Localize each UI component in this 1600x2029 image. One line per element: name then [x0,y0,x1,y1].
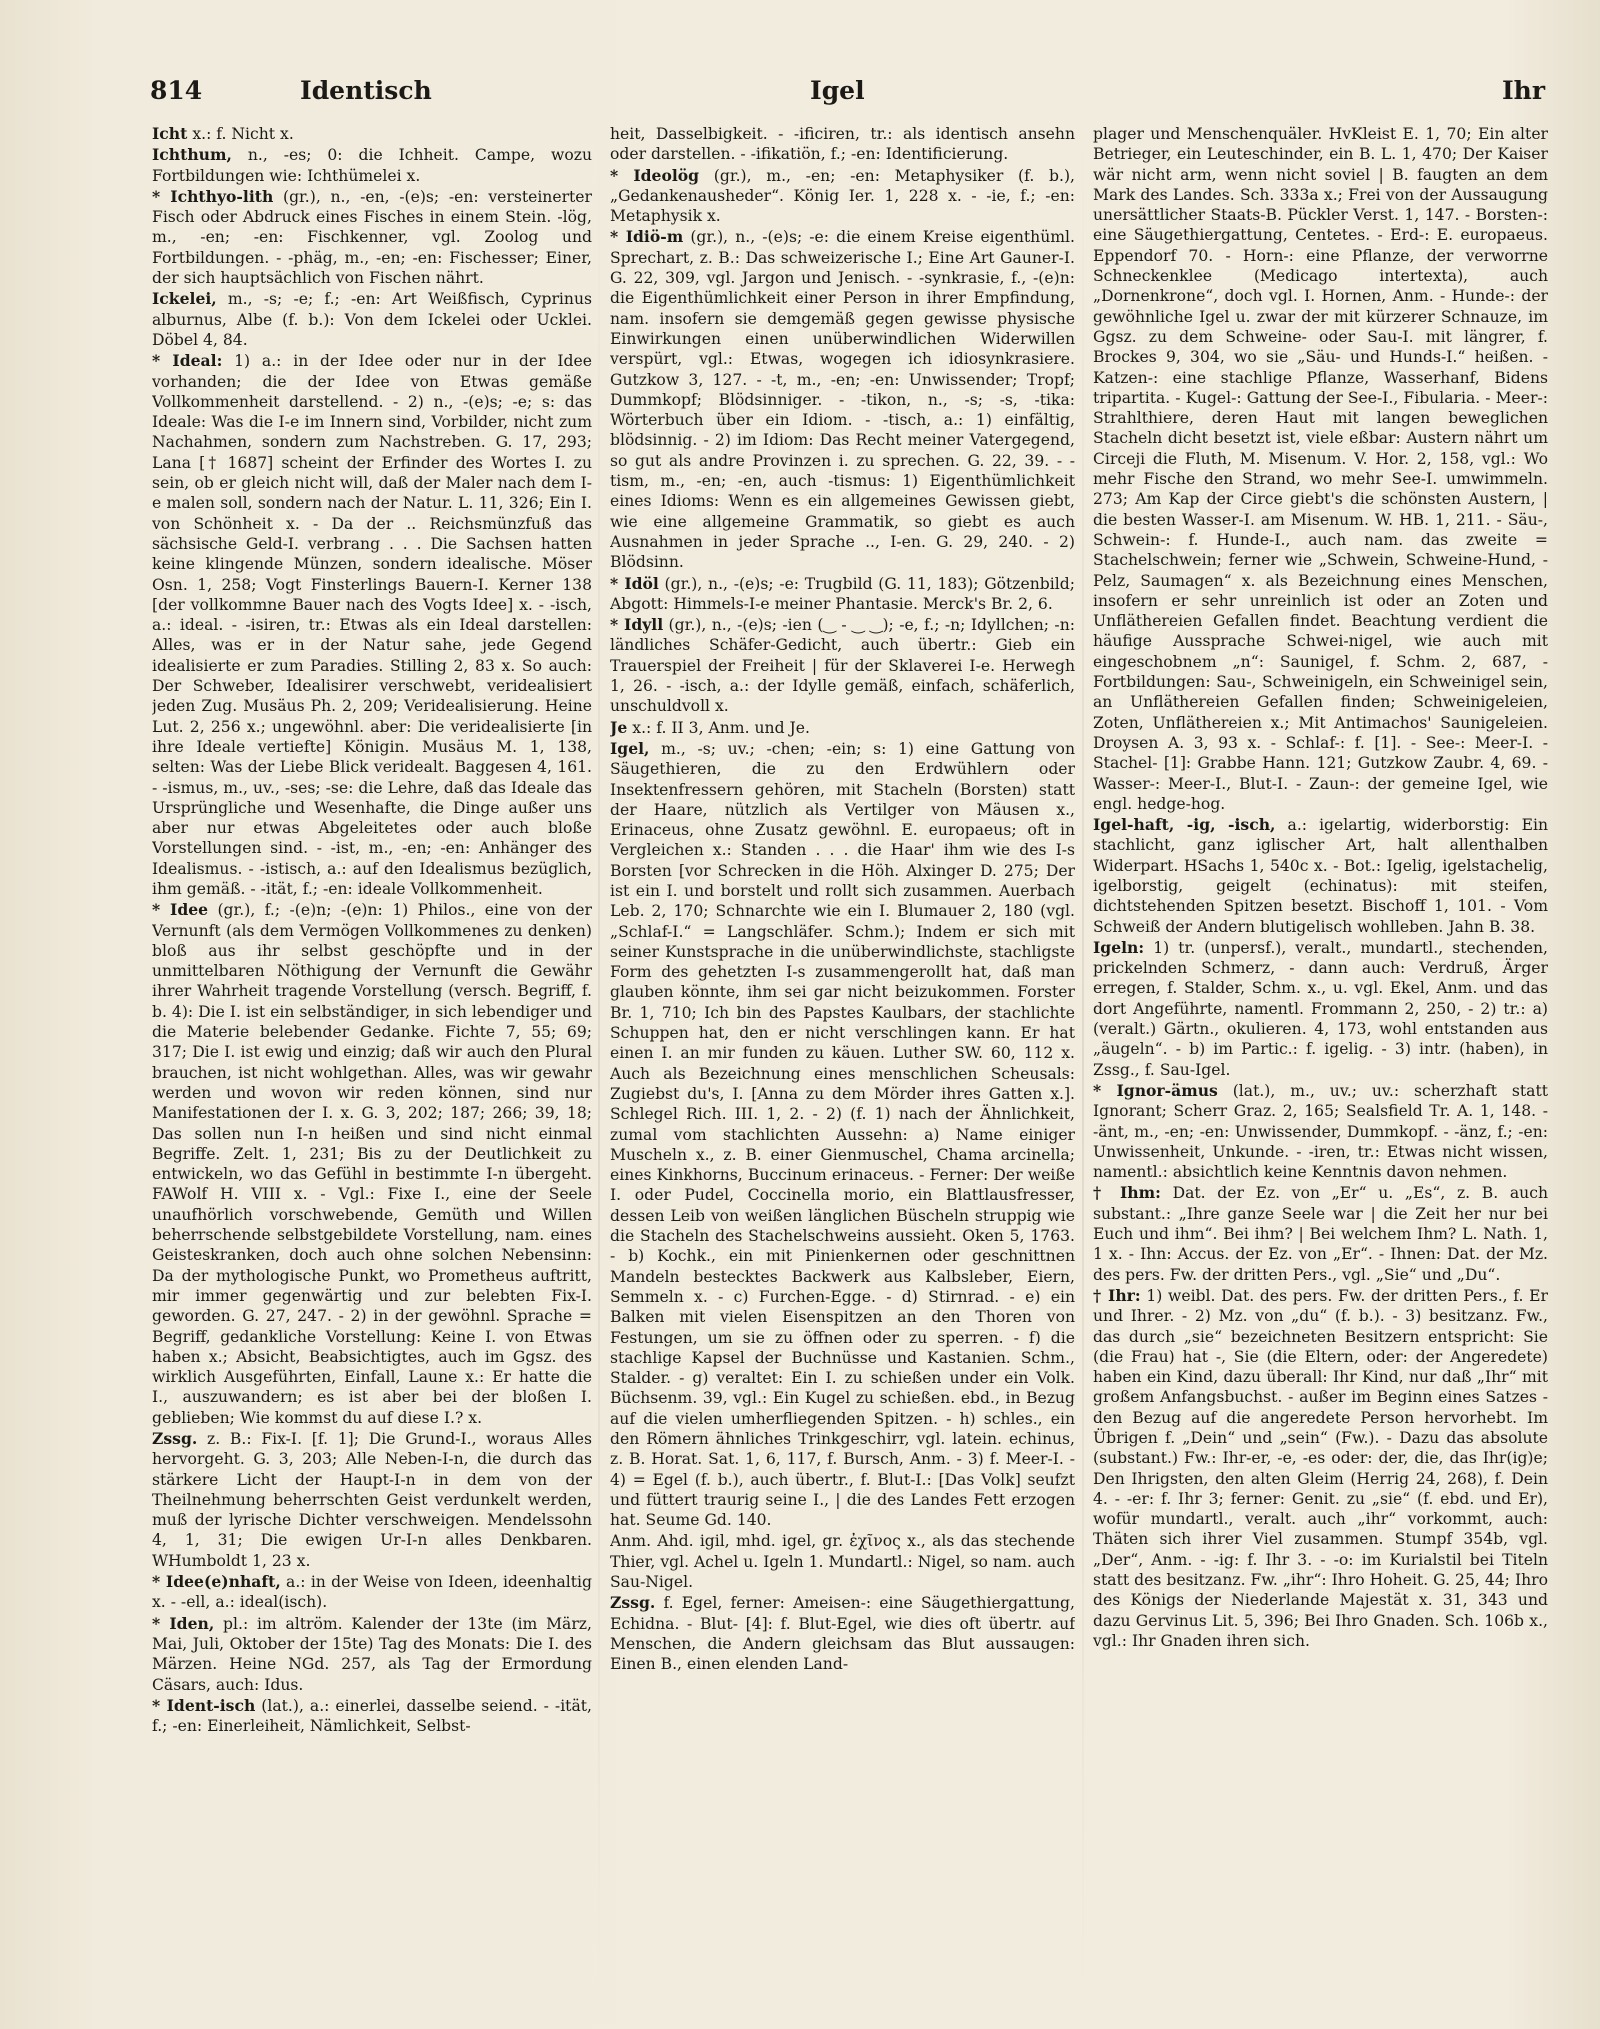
dictionary-entry [610,1531,1075,1592]
dictionary-entry [152,1429,592,1571]
entry-headword: * Ichthyo-lith [152,186,274,206]
dictionary-entry [1093,1081,1548,1182]
column-gutter-right [1082,130,1084,2000]
entry-headword: Ichthum, [152,145,232,165]
dictionary-entry [610,615,1075,716]
entry-headword: * Idee [152,900,209,920]
dictionary-entry [610,227,1075,572]
dictionary-entry [1093,1286,1548,1651]
dictionary-entry [152,145,592,186]
entry-text: n., -es; 0: die Ichheit. Campe, wozu Fortbildungen wie: Ichthümelei x. [152,146,592,185]
entry-headword: Je [610,717,628,737]
entry-text: (gr.), m., -en; -en: Metaphysiker (f. b.), „Gedankenausheder“. König Ier. 1, 228 x. - -ie, f.; -en: Metaphysik x. [610,166,1075,226]
entry-text: (lat.), a.: einerlei, dasselbe seiend. - -ität, f.; -en: Einerleiheit, Nämlichkeit, Selbst- [152,1696,592,1736]
entry-text: (gr.), n., -(e)s; -ien (‿ - ‿ ‿); -e, f.; -n; Idyllchen; -n: ländliches Schäfer-Gedicht, auch übertr.: Gieb ein Trauerspiel der Freiheit | für der Sklaverei I-e. Herwegh 1, 26. - -isch, a.: der Idylle gemäß, einfach, schäferlich, unschuldvoll x. [610,616,1075,716]
entry-headword: Ickelei, [152,289,217,309]
header-middle-catchword: Igel [810,76,865,105]
column-1 [152,124,592,2004]
entry-headword: Igel-haft, -ig, -isch, [1093,815,1276,835]
entry-text: f. Egel, ferner: Ameisen-: eine Säugethiergattung, Echidna. - Blut- [4]: f. Blut-Egel, wie dies oft übertr. auf Menschen, die Andern gleichsam das Blut aussaugen: Einen B., einen elenden Land- [610,1594,1075,1674]
entry-headword: Zssg. [610,1593,656,1613]
dictionary-entry [152,1572,592,1613]
dictionary-entry [610,124,1075,165]
entry-text: Dat. der Ez. von „Er“ u. „Es“, z. B. auch substant.: „Ihre ganze Seele war | die Zeit her nur bei Euch und ihm“. Bei ihm? | Bei welchem Ihm? L. Nath. 1, 1 x. - Ihn: Accus. der Ez. von „Er“. - Ihnen: Dat. der Mz. des pers. Fw. der dritten Pers., vgl. „Sie“ und „Du“. [1093,1184,1548,1284]
entry-text: m., -s; uv.; -chen; -ein; s: 1) eine Gattung von Säugethieren, die zu den Erdwühlern oder Insektenfressern gehören, mit Stacheln (Borsten) statt der Haare, nützlich als Vertilger von Mäusen x., Erinaceus, ohne Zusatz gewöhnl. E. europaeus; oft in Vergleichen x.: Standen . . . die Haar' ihm wie des I-s Borsten [vor Schrecken in die Höh. Alxinger D. 275; Der ist ein I. und borstelt und rollt sich zusammen. Auerbach Leb. 2, 170; Schnarchte wie ein I. Blumauer 2, 180 (vgl. „Schlaf-I.“ = Langschläfer. Schm.); Indem er sich mit seiner Kunstsprache in die unüberwindlichste, stachligste Form des gehetzten I-s zusammengerollt hat, daß man glauben könnte, ihm sei gar nicht beizukommen. Forster Br. 1, 710; Ich bin des Papstes Kaulbars, der stachlichte Schuppen hat, den er nicht verschlingen kann. Er hat einen I. an mir funden zu käuen. Luther SW. 60, 112 x. Auch als Bezeichnung eines menschlichen Scheusals: Zugiebst du's, I. [Anna zu dem Mörder ihres Gatten x.]. Schlegel Rich. III. 1, 2. - 2) (f. 1) nach der Ähnlichkeit, zumal vom stachlichten Aussehn: a) Name einiger Muscheln x., z. B. einer Gienmuschel, Chama arcinella; eines Kinkhorns, Buccinum erinaceus. - Ferner: Der weiße I. oder Pudel, Coccinella morio, ein Blattlausfresser, dessen Leib von weißen länglichen Büscheln struppig wie die Stacheln des Stachelschweins aussieht. Oken 5, 1763. - b) Kochk., ein mit Pinienkernen oder geschnittnen Mandeln bestecktes Backwerk aus Kalbsleber, Eiern, Semmeln x. - c) Furchen-Egge. - d) Stirnrad. - e) ein Balken mit vielen Eisenspitzen an den Thoren von Festungen, um sie zu öffnen oder zu sperren. - f) die stachlige Kapsel der Buchnüsse und Kastanien. Schm., Stalder. - g) veraltet: Ein I. zu schießen under ein Volk. Büchsenm. 39, vgl.: Ein Kugel zu schießen. ebd., in Bezug auf die vielen umherfliegenden Spitzen. - h) schles., ein den Römern ähnliches Trinkgeschirr, vgl. latein. echinus, z. B. Horat. Sat. 1, 6, 117, f. Bursch, Anm. - 3) f. Meer-I. - 4) = Egel (f. b.), auch übertr., f. Blut-I.: [Das Volk] seufzt und füttert traurig seine I., | die des Landes Fett erzogen hat. Seume Gd. 140. [610,739,1075,1530]
entry-headword: † Ihm: [1093,1183,1161,1203]
entry-text: z. B.: Fix-I. [f. 1]; Die Grund-I., woraus Alles hervorgeht. G. 3, 203; Alle Neben-I-n, die durch das stärkere Licht der Haupt-I-n in dem von der Theilnehmung beherrschten Geist verdunkelt werden, muß der lyrische Dichter verschweigen. Mendelssohn 4, 1, 31; Die ewigen Ur-I-n alles Denkbaren. WHumboldt 1, 23 x. [152,1430,592,1570]
dictionary-entry [610,166,1075,227]
page-number: 814 [150,76,203,105]
entry-headword: Igel, [610,738,650,758]
entry-text: (gr.), n., -en, -(e)s; -en: versteinerter Fisch oder Abdruck eines Fisches in einem Stein. -lög, m., -en; -en: Fischkenner, vgl. Zoolog und Fortbildungen. - -phäg, m., -en; -en: Fischesser; Einer, der sich hauptsächlich von Fischen nährt. [152,187,592,288]
dictionary-entry [152,289,592,350]
entry-text: x.: f. II 3, Anm. und Je. [632,718,810,737]
dictionary-entry [610,718,1075,738]
entry-headword: * Iden, [152,1613,215,1633]
entry-headword: * Idee(e)nhaft, [152,1572,281,1592]
entry-text: a.: igelartig, widerborstig: Ein stachlicht, ganz iglischer Art, halt allenthalben Widerpart. HSachs 1, 540c x. - Bot.: Igelig, igelstachelig, igelborstig, geigelt (echinatus): mit steifen, dichtstehenden Spitzen besetzt. Bischoff 1, 101. - Vom Schweiß der Andern blutigelisch wohlleben. Jahn B. 38. [1093,816,1548,936]
header-left-catchword: Identisch [300,76,432,105]
entry-text: Anm. Ahd. igil, mhd. igel, gr. ἐχῖνος x., als das stechende Thier, vgl. Achel u. Igeln 1. Mundartl.: Nigel, so nam. auch Sau-Nigel. [610,1532,1075,1592]
entry-text: (lat.), m., uv.; uv.: scherzhaft statt Ignorant; Scherr Graz. 2, 165; Sealsfield Tr. A. 1, 148. - -änt, m., -en; -en: Unwissender, Dummkopf. - -änz, f.; -en: Unwissenheit, Unkunde. - -iren, tr.: Etwas nicht wissen, namentl.: absichtlich keine Kenntnis davon nehmen. [1093,1081,1548,1182]
entry-headword: † Ihr: [1093,1285,1141,1305]
dictionary-entry [610,1593,1075,1674]
dictionary-entry [152,1614,592,1695]
dictionary-entry [152,124,592,144]
dictionary-entry [152,351,592,899]
dictionary-entry [610,574,1075,615]
entry-headword: * Ideolög [610,165,700,185]
dictionary-entry [1093,1183,1548,1284]
dictionary-entry [152,187,592,288]
entry-headword: * Idiö-m [610,227,684,247]
entry-text: pl.: im altröm. Kalender der 13te (im März, Mai, Juli, Oktober der 15te) Tag des Monats: Die I. des Märzen. Heine NGd. 257, als Tag der Ermordung Cäsars, auch: Idus. [152,1614,592,1694]
entry-headword: * Idöl [610,573,659,593]
entry-text: (gr.), n., -(e)s; -e: Trugbild (G. 11, 183); Götzenbild; Abgott: Himmels-I-e meiner Phantasie. Merck's Br. 2, 6. [610,574,1075,613]
dictionary-entry [1093,938,1548,1080]
dictionary-entry [1093,815,1548,937]
entry-text: 1) weibl. Dat. des pers. Fw. der dritten Pers., f. Er und Ihrer. - 2) Mz. von „du“ (f. b.). - 3) besitzanz. Fw., das durch „sie“ bezeichneten Besitzern entspricht: Sie (die Frau) hat -, Sie (die Eltern, oder: der Angeredete) haben ein Kind, dazu überall: Ihr Kind, nur daß „Ihr“ mit großem Anfangsbuchst. - außer im Beginn eines Satzes - den Bezug auf die angeredete Person hervorhebt. Im Übrigen f. „Dein“ und „sein“ (Fw.). - Dazu das absolute (substant.) Fw.: Ihr-er, -e, -es oder: der, die, das Ihr(ig)e; Den Ihrigsten, den alten Gleim (Herrig 24, 268), f. Dein 4. - -er: f. Ihr 3; ferner: Genit. zu „sie“ (f. ebd. und Er), wofür mundartl., veralt. auch „ihr“ vorkommt, auch: Thäten sich ihrer Viel zusammen. Stumpf 354b, vgl. „Der“, Anm. - -ig: f. Ihr 3. - -o: im Kurialstil bei Titeln statt des besitzanz. Fw. „ihr“: Ihro Hoheit. G. 25, 44; Ihro des Königs der Niederlande Majestät x. 31, 343 und dazu Gervinus Lit. 5, 396; Bei Ihro Gnaden. Sch. 106b x., vgl.: Ihr Gnaden ihren sich. [1093,1286,1548,1650]
entry-text: heit, Dasselbigkeit. - -ificiren, tr.: als identisch ansehn oder darstellen. - -ifikatiön, f.; -en: Identificierung. [610,125,1075,164]
entry-headword: Igeln: [1093,937,1145,957]
entry-text: plager und Menschenquäler. HvKleist E. 1, 70; Ein alter Betrieger, ein Leuteschinder, ein B. L. 1, 470; Der Kaiser wär nicht arm, wenn nicht soviel | B. faugten an dem Mark des Landes. Sch. 333a x.; Frei von der Aussaugung unersättlicher Staats-B. Pückler Verst. 1, 147. - Borsten-: eine Säugethiergattung, Centetes. - Erd-: E. europaeus. Eppendorf 70. - Horn-: eine Pflanze, der verworrne Schneckenklee (Medicago intertexta), auch „Dornenkrone“, doch vgl. I. Hornen, Anm. - Hunde-: der gewöhnliche Igel u. zwar der mit kürzerer Schnauze, im Ggsz. zu dem Schweine- oder Sau-I. mit längrer, f. Brockes 9, 304, wo sie „Säu- und Hunds-I.“ heißen. - Katzen-: eine stachlige Pflanze, Wasserhanf, Bidens tripartita. - Kugel-: Gattung der See-I., Fibularia. - Meer-: Strahlthiere, deren Haut mit langen beweglichen Stacheln dicht besetzt ist, viele eßbar: Austern nährt um Circeji die Fluth, M. Misenum. V. Hor. 2, 158, vgl.: Wo mehr Fische den Strand, wo mehr See-I. umwimmeln. 273; Am Kap der Circe giebt's die schönsten Austern, | die besten Wasser-I. am Misenum. W. HB. 1, 211. - Säu-, Schwein-: f. Hunde-I., auch nam. das zweite = Stachelschwein; ferner wie „Schwein, Schweine-Hund, -Pelz, Saumagen“ x. als Bezeichnung eines Menschen, insofern er sehr unreinlich ist oder an Zoten und Unfläthereien Gefallen findet. Beachtung verdient die häufige Aussprache Schwei-nigel, wie auch mit eingeschobnem „n“: Saunigel, f. Schm. 2, 687, - Fortbildungen: Sau-, Schweinigeln, ein Schweinigel sein, an Unfläthereien Gefallen finden; Schweinigeleien, Zoten, Unfläthereien x.; Mit Antimachos' Saunigeleien. Droysen A. 3, 93 x. - Schlaf-: f. [1]. - See-: Meer-I. - Stachel- [1]: Grabbe Hann. 121; Gutzkow Zaubr. 4, 69. - Wasser-: Meer-I., Blut-I. - Zaun-: der gemeine Igel, wie engl. hedge-hog. [1093,125,1548,813]
entry-text: x.: f. Nicht x. [192,125,294,143]
entry-headword: Zssg. [152,1429,198,1448]
column-3 [1093,124,1548,2004]
entry-text: 1) a.: in der Idee oder nur in der Idee vorhanden; die der Idee von Etwas gemäße Vollkommenheit darstellend. - 2) n., -(e)s; -e; s: das Ideale: Was die I-e im Innern sind, Vorbilder, nicht zum Nachahmen, sondern zum Nachstreben. G. 17, 293; Lana [† 1687] scheint der Erfinder des Wortes I. zu sein, ob er gleich nicht will, daß der Maler nach dem I-e malen soll, sondern nach der Natur. L. 11, 326; Ein I. von Schönheit x. - Da der .. Reichsmünzfuß das sächsische Geld-I. verbrang . . . Die Sachsen hatten keine klingende Münzen, sondern idealische. Möser Osn. 1, 258; Vogt Finsterlings Bauern-I. Kerner 138 [der vollkommne Bauer nach des Vogts Idee] x. - -isch, a.: ideal. - -isiren, tr.: Etwas als ein Ideal darstellen: Alles, was er in der Natur sahe, jede Gegend idealisierte er zum Paradies. Stilling 2, 83 x. So auch: Der Schweber, Idealisirer verschwebt, veridealisiert jeden Zug. Musäus Ph. 2, 209; Veridealisierung. Heine Lut. 2, 256 x.; ungewöhnl. aber: Die veridealisierte [in ihre Ideale vertiefte] Königin. Musäus M. 1, 138, selten: Was der Liebe Blick veridealt. Baggesen 4, 161. - -ismus, m., uv., -ses; -se: die Lehre, daß das Ideale das Ursprüngliche und Wesenhafte, die Dinge außer uns aber nur etwas Abgeleitetes oder auch bloße Vorstellungen sind. - -ist, m., -en; -en: Anhänger des Idealismus. - -istisch, a.: auf den Idealismus bezüglich, ihm gemäß. - -ität, f.; -en: ideale Vollkommenheit. [152,352,592,898]
running-header [150,76,1545,116]
dictionary-entry [1093,124,1548,814]
entry-text: 1) tr. (unpersf.), veralt., mundartl., stechenden, prickelnden Schmerz, - dann auch: Verdruß, Ärger erregen, f. Stalder, Schm. x., u. vgl. Ekel, Anm. und das dort Angeführte, namentl. Frommann 2, 250, - 2) tr.: a) (veralt.) Gärtn., okulieren. 4, 173, wohl entstanden aus „äugeln“. - b) im Partic.: f. igelig. - 3) intr. (haben), in Zssg., f. Sau-Igel. [1093,938,1548,1079]
dictionary-entry [610,739,1075,1531]
header-right-catchword: Ihr [1501,76,1545,105]
entry-headword: * Ideal: [152,351,223,371]
entry-text: (gr.), n., -(e)s; -e: die einem Kreise eigenthüml. Sprechart, z. B.: Das schweizerische I.; Eine Art Gauner-I. G. 22, 309, vgl. Jargon und Jenisch. - -synkrasie, f., -(e)n: die Eigenthümlichkeit einer Person in ihrer Empfindung, nam. insofern sie demgemäß gegen gewisse physische Einwirkungen einen unüberwindlichen Widerwillen verspürt, vgl.: Etwas, wogegen ich idiosynkrasiere. Gutzkow 3, 127. - -t, m., -en; -en: Unwissender; Tropf; Dummkopf; Blödsinniger. - -tikon, n., -s; -s, -tika: Wörterbuch über ein Idiom. - -tisch, a.: 1) einfältig, blödsinnig. - 2) im Idiom: Das Recht meiner Vatergegend, so gut als andre Provinzen i. zu sprechen. G. 22, 39. - -tism, m., -en; -en, auch -tismus: 1) Eigenthümlichkeit eines Idioms: Wenn es ein allgemeines Gewissen giebt, wie eine allgemeine Grammatik, so giebt es auch Ausnahmen in jeder Sprache .., I-en. G. 29, 240. - 2) Blödsinn. [610,228,1075,572]
entry-text: (gr.), f.; -(e)n; -(e)n: 1) Philos., eine von der Vernunft (als dem Vermögen Vollkommenes zu denken) bloß aus ihr selbst geschöpfte und in der unmittelbaren Nöthigung der Vernunft die Gewähr ihrer Wahrheit tragende Vorstellung (versch. Begriff, f. b. 4): Die I. ist ein selbständiger, in sich lebendiger und die Materie belebender Gedanke. Fichte 7, 55; 69; 317; Die I. ist ewig und einzig; daß wir auch den Plural brauchen, ist nicht wohlgethan. Alles, was wir gewahr werden und wovon wir reden können, sind nur Manifestationen der I. x. G. 3, 202; 187; 266; 39, 18; Das sollen nun I-n heißen und sind nicht einmal Begriffe. Zelt. 1, 231; Bis zu der Deutlichkeit zu entwickeln, wo das Gefühl in bestimmte I-n übergeht. FAWolf H. VIII x. - Vgl.: Fixe I., eine der Seele unaufhörlich vorschwebende, Gemüth und Willen beherrschende selbstgebildete Vorstellung, nam. eines Geisteskranken, doch auch ohne solchen Nebensinn: Da der mythologische Punkt, wo Prometheus auftritt, mir immer gegenwärtig und zur belebten Fix-I. geworden. G. 27, 247. - 2) in der gewöhnl. Sprache = Begriff, gedankliche Vorstellung: Keine I. von Etwas haben x.; Absicht, Beabsichtigtes, auch im Ggsz. des wirklich Ausgeführten, Einfall, Laune x.: Er hatte die I., auszuwandern; es ist aber bei der bloßen I. geblieben; Wie kommst du auf diese I.? x. [152,901,592,1427]
entry-headword: * Ignor-ämus [1093,1080,1218,1100]
entry-text: m., -s; -e; f.; -en: Art Weißfisch, Cyprinus alburnus, Albe (f. b.): Von dem Ickelei oder Ucklei. Döbel 4, 84. [152,290,592,349]
dictionary-entry [152,1696,592,1737]
dictionary-entry [152,900,592,1428]
column-2 [610,124,1075,2004]
column-gutter-left [598,130,600,2000]
entry-headword: * Idyll [610,615,664,635]
entry-headword: * Ident-isch [152,1695,256,1715]
entry-headword: Icht [152,124,188,143]
entry-text: a.: in der Weise von Ideen, ideenhaltig x. - -ell, a.: ideal(isch). [152,1573,592,1612]
